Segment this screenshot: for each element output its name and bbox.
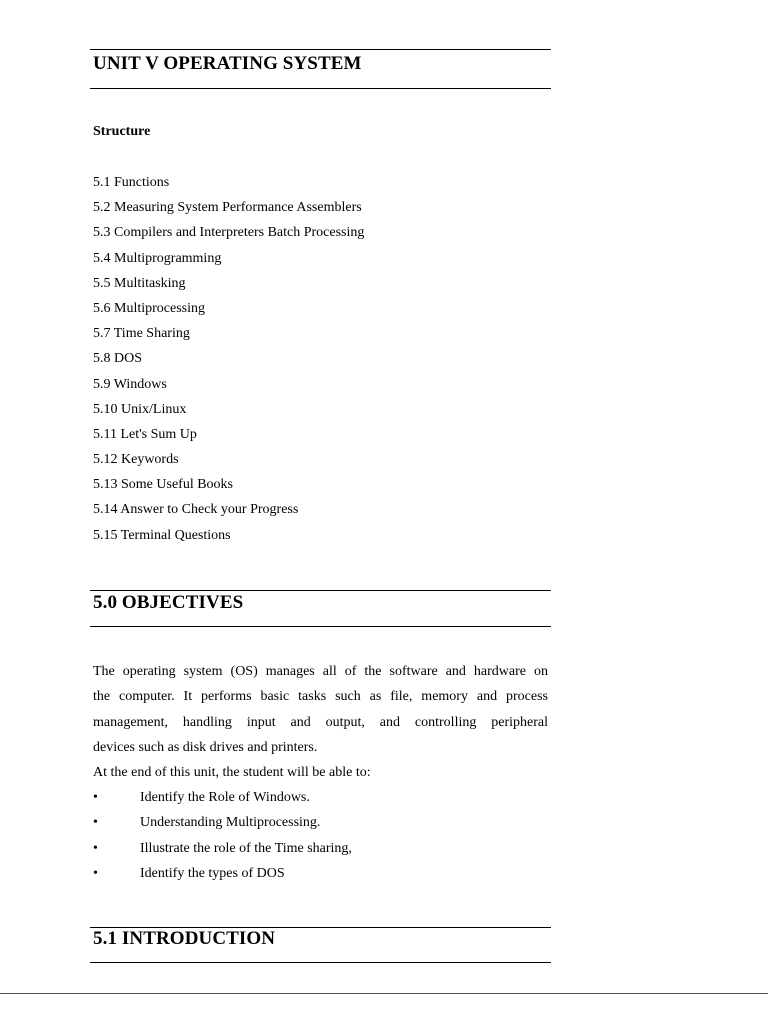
bullet-item	[93, 810, 352, 835]
heading-top-rule	[90, 49, 551, 50]
unit-heading: UNIT V OPERATING SYSTEM	[93, 53, 362, 74]
toc-item: 5.13 Some Useful Books	[93, 477, 233, 493]
bullet-item	[93, 861, 352, 886]
objectives-paragraph	[93, 659, 548, 760]
toc-item: 5.12 Keywords	[93, 452, 179, 468]
toc-item: 5.5 Multitasking	[93, 275, 186, 291]
paragraph-line: The operating system (OS) manages all of the software and hardware on	[93, 664, 548, 679]
objectives-lead: At the end of this unit, the student will be able to:	[93, 765, 371, 780]
viewer-background	[0, 994, 768, 1024]
toc-item: 5.9 Windows	[93, 376, 167, 392]
toc-item: 5.15 Terminal Questions	[93, 527, 231, 543]
toc-item: 5.10 Unix/Linux	[93, 401, 187, 417]
toc-item: 5.4 Multiprogramming	[93, 250, 222, 266]
objectives-bottom-rule	[90, 626, 551, 627]
toc-item: 5.11 Let's Sum Up	[93, 426, 197, 442]
objectives-top-rule	[90, 590, 551, 591]
paragraph-line: devices such as disk drives and printers.	[93, 739, 318, 755]
bullet-icon: •	[93, 815, 98, 831]
bullet-icon: •	[93, 790, 98, 805]
bullet-item	[93, 785, 352, 810]
bullet-text: Identify the types of DOS	[140, 865, 285, 881]
toc-item: 5.3 Compilers and Interpreters Batch Processing	[93, 225, 365, 241]
paragraph-line: the computer. It performs basic tasks such as file, memory and process	[93, 689, 548, 705]
heading-bottom-rule	[90, 88, 551, 89]
structure-label: Structure	[93, 124, 151, 139]
introduction-bottom-rule	[90, 962, 551, 963]
toc-item: 5.14 Answer to Check your Progress	[93, 502, 299, 518]
table-of-contents	[93, 173, 364, 551]
toc-item: 5.1 Functions	[93, 175, 170, 190]
bullet-icon: •	[93, 865, 98, 881]
objectives-heading: 5.0 OBJECTIVES	[93, 592, 244, 613]
bullet-text: Illustrate the role of the Time sharing,	[140, 840, 352, 856]
toc-item: 5.8 DOS	[93, 351, 143, 367]
toc-item: 5.6 Multiprocessing	[93, 300, 205, 316]
toc-item: 5.2 Measuring System Performance Assemblers	[93, 200, 362, 216]
objectives-bullet-list	[93, 785, 352, 886]
bullet-text: Understanding Multiprocessing.	[140, 815, 321, 831]
introduction-heading: 5.1 INTRODUCTION	[93, 928, 276, 949]
bullet-text: Identify the Role of Windows.	[140, 790, 310, 805]
toc-item: 5.7 Time Sharing	[93, 326, 190, 342]
paragraph-line: management, handling input and output, and controlling peripheral	[93, 714, 548, 730]
bullet-item	[93, 836, 352, 861]
bullet-icon: •	[93, 840, 98, 856]
